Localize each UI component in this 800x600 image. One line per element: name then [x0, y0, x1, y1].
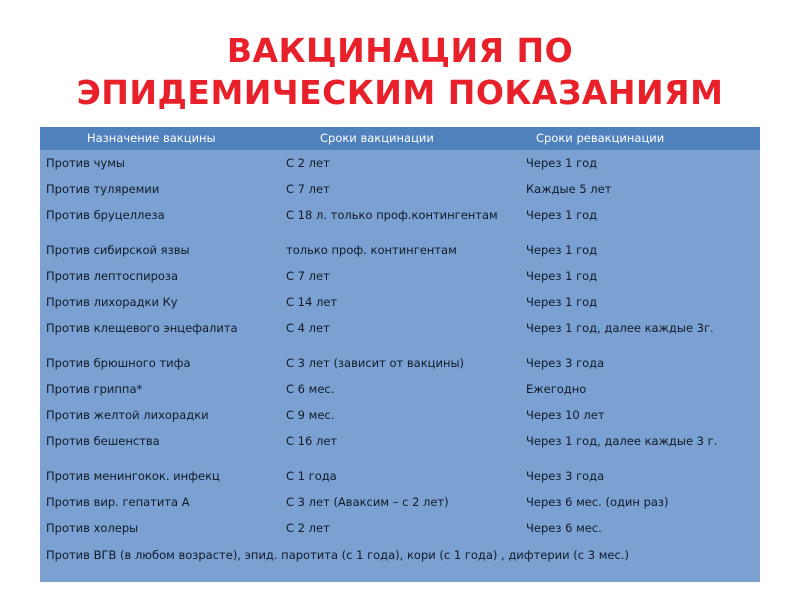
row-vaccine: Против туляремии: [46, 182, 160, 196]
row-vaccination-term: С 2 лет: [286, 521, 330, 535]
row-vaccination-term: С 3 лет (Аваксим – с 2 лет): [286, 495, 449, 509]
row-revaccination-term: Через 1 год: [526, 243, 598, 257]
row-vaccine: Против сибирской язвы: [46, 243, 190, 257]
row-revaccination-term: Через 1 год: [526, 295, 598, 309]
row-vaccination-term: С 1 года: [286, 469, 337, 483]
row-vaccine: Против лептоспироза: [46, 269, 179, 283]
row-vaccine: Против брюшного тифа: [46, 356, 191, 370]
row-vaccination-term: С 2 лет: [286, 156, 330, 170]
header-vaccine: Назначение вакцины: [87, 131, 216, 145]
row-revaccination-term: Каждые 5 лет: [526, 182, 612, 196]
row-vaccine: Против лихорадки Ку: [46, 295, 178, 309]
table-footer-note: Против ВГВ (в любом возрасте), эпид. паротита (с 1 года), кори (с 1 года) , дифтерии (с 3 мес.): [46, 548, 629, 562]
row-revaccination-term: Через 1 год, далее каждые 3г.: [526, 321, 714, 335]
row-vaccination-term: только проф. контингентам: [286, 243, 457, 257]
row-revaccination-term: Через 1 год, далее каждые 3 г.: [526, 434, 718, 448]
vaccination-table: [40, 127, 760, 582]
row-vaccine: Против холеры: [46, 521, 139, 535]
row-vaccination-term: С 7 лет: [286, 182, 330, 196]
header-vaccination-terms: Сроки вакцинации: [320, 131, 434, 145]
table-header: [40, 127, 760, 150]
row-vaccination-term: С 9 мес.: [286, 408, 335, 422]
row-vaccine: Против менингокок. инфекц: [46, 469, 220, 483]
row-vaccination-term: С 18 л. только проф.контингентам: [286, 208, 498, 222]
row-revaccination-term: Через 1 год: [526, 208, 598, 222]
row-revaccination-term: Через 3 года: [526, 469, 605, 483]
title-line-2: ЭПИДЕМИЧЕСКИМ ПОКАЗАНИЯМ: [76, 73, 724, 112]
row-vaccine: Против вир. гепатита А: [46, 495, 190, 509]
page-title: [0, 30, 800, 114]
row-vaccine: Против бешенства: [46, 434, 160, 448]
row-vaccination-term: С 14 лет: [286, 295, 338, 309]
row-vaccination-term: С 7 лет: [286, 269, 330, 283]
row-revaccination-term: Через 3 года: [526, 356, 605, 370]
row-revaccination-term: Через 1 год: [526, 269, 598, 283]
row-revaccination-term: Через 10 лет: [526, 408, 605, 422]
row-revaccination-term: Через 1 год: [526, 156, 598, 170]
header-revaccination-terms: Сроки ревакцинации: [536, 131, 665, 145]
row-vaccination-term: С 6 мес.: [286, 382, 335, 396]
row-revaccination-term: Через 6 мес. (один раз): [526, 495, 669, 509]
row-revaccination-term: Через 6 мес.: [526, 521, 602, 535]
row-vaccination-term: С 3 лет (зависит от вакцины): [286, 356, 465, 370]
row-vaccine: Против гриппа*: [46, 382, 143, 396]
row-vaccine: Против желтой лихорадки: [46, 408, 209, 422]
row-vaccination-term: С 4 лет: [286, 321, 330, 335]
row-vaccine: Против бруцеллеза: [46, 208, 165, 222]
row-vaccine: Против клещевого энцефалита: [46, 321, 238, 335]
row-vaccine: Против чумы: [46, 156, 125, 170]
row-revaccination-term: Ежегодно: [526, 382, 587, 396]
title-line-1: ВАКЦИНАЦИЯ ПО: [226, 31, 574, 70]
row-vaccination-term: С 16 лет: [286, 434, 338, 448]
